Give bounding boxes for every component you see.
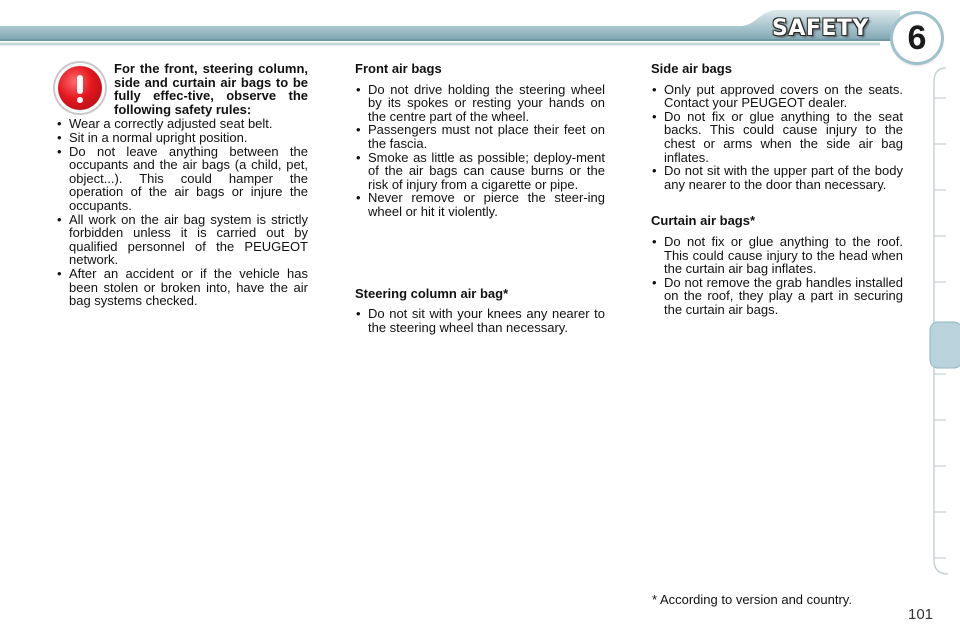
front-airbags-heading: Front air bags xyxy=(355,61,442,76)
list-item: • Never remove or pierce the steer-ing wheel or hit it violently. xyxy=(355,191,605,218)
safety-rules-list xyxy=(56,117,308,307)
chapter-number-badge: 6 xyxy=(893,14,941,62)
list-item: • Sit in a normal upright position. xyxy=(56,131,308,145)
front-airbags-list xyxy=(355,83,605,219)
list-item: • Do not sit with the upper part of the body any nearer to the door than necessary. xyxy=(651,164,903,191)
safety-rules-column xyxy=(56,62,308,308)
page-number: 101 xyxy=(908,606,934,623)
list-item: • After an accident or if the vehicle has been stolen or broken into, have the air bag systems checked. xyxy=(56,267,308,308)
chapter-title: SAFETY xyxy=(772,16,869,41)
steering-airbag-list xyxy=(355,307,605,334)
list-item: • Smoke as little as possible; deploy-ment of the air bags can cause burns or the risk of injury from a cigarette or pipe. xyxy=(355,151,605,192)
side-airbags-list xyxy=(651,83,903,192)
curtain-airbags-list xyxy=(651,235,903,317)
list-item: • Do not fix or glue anything to the seat backs. This could cause injury to the chest or arms when the side air bag inflates. xyxy=(651,110,903,164)
chapter-tabs xyxy=(926,64,960,576)
side-airbags-heading: Side air bags xyxy=(651,61,732,76)
front-airbags-column xyxy=(355,62,605,334)
side-curtain-column xyxy=(651,62,903,317)
curtain-airbags-heading: Curtain air bags* xyxy=(651,213,756,229)
footnote: * According to version and country. xyxy=(652,592,852,607)
list-item: • Do not remove the grab handles installed on the roof, they play a part in securing the curtain air bags. xyxy=(651,276,903,317)
list-item: • Do not leave anything between the occupants and the air bags (a child, pet, object...). This could hamper the operation of the air bags or injure the occupants. xyxy=(56,145,308,213)
list-item: • All work on the air bag system is strictly forbidden unless it is carried out by qualified personnel of the PEUGEOT network. xyxy=(56,213,308,267)
list-item: • Wear a correctly adjusted seat belt. xyxy=(56,117,308,131)
list-item: • Do not sit with your knees any nearer to the steering wheel than necessary. xyxy=(355,307,605,334)
list-item: • Do not fix or glue anything to the roof. This could cause injury to the head when the curtain air bag inflates. xyxy=(651,235,903,276)
list-item: • Passengers must not place their feet on the fascia. xyxy=(355,123,605,150)
safety-rules-lead: For the front, steering column, side and curtain air bags to be fully effec-tive, observe the following safety rules: xyxy=(114,61,308,117)
list-item: • Only put approved covers on the seats. Contact your PEUGEOT dealer. xyxy=(651,83,903,110)
list-item: • Do not drive holding the steering wheel by its spokes or resting your hands on the centre part of the wheel. xyxy=(355,83,605,124)
steering-airbag-heading: Steering column air bag* xyxy=(355,285,509,301)
